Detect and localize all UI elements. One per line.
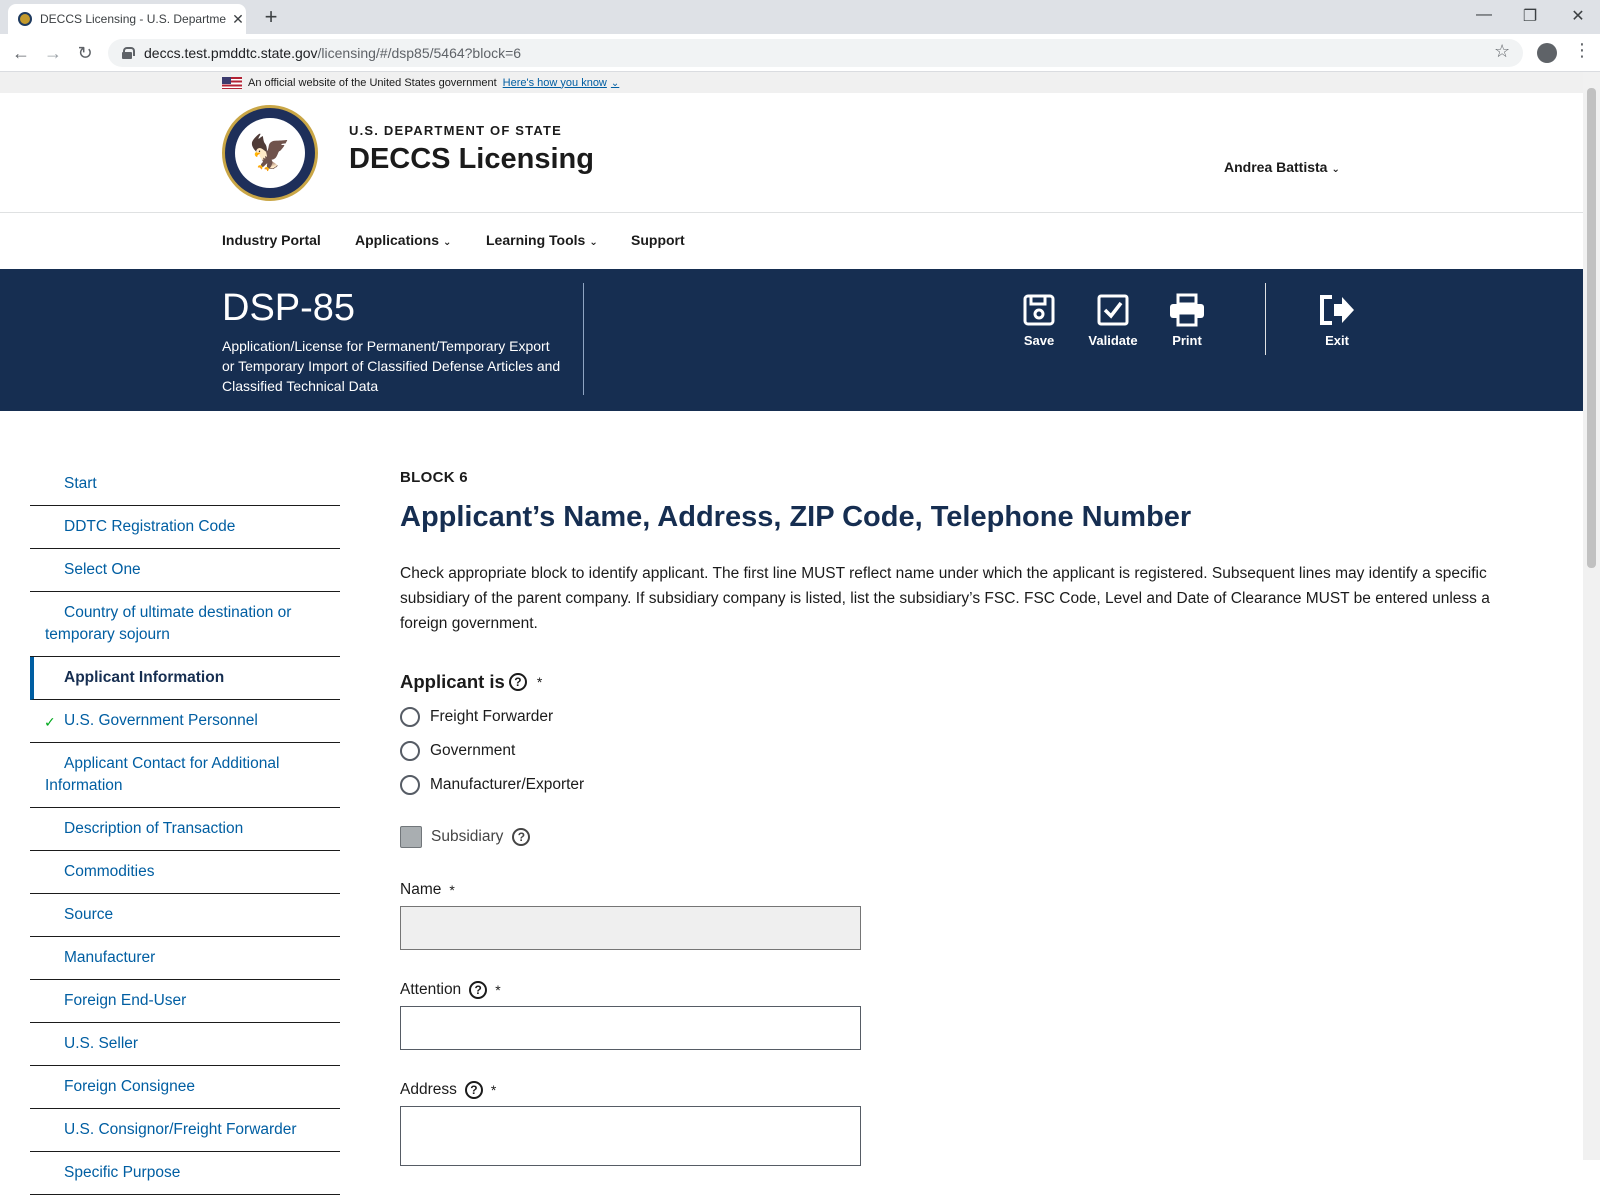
- save-button[interactable]: Save: [1004, 293, 1074, 348]
- sidenav-item-us-consignor-freight-forwarder[interactable]: U.S. Consignor/Freight Forwarder: [30, 1109, 340, 1152]
- block-label: BLOCK 6: [400, 469, 468, 486]
- required-asterisk: *: [495, 982, 501, 998]
- forward-icon[interactable]: →: [44, 43, 62, 63]
- sidenav-item-description-of-transaction[interactable]: Description of Transaction: [30, 808, 340, 851]
- nav-support[interactable]: Support: [631, 232, 685, 248]
- checkbox-check-icon: [1096, 293, 1130, 327]
- lock-icon: [122, 47, 132, 59]
- app-name[interactable]: DECCS Licensing: [349, 143, 594, 175]
- sidenav-item-commodities[interactable]: Commodities: [30, 851, 340, 894]
- exit-icon: [1318, 293, 1356, 327]
- attention-field[interactable]: [400, 1006, 861, 1050]
- reload-icon[interactable]: ↻: [77, 43, 93, 63]
- department-name: U.S. DEPARTMENT OF STATE: [349, 123, 562, 138]
- radio-label: Manufacturer/Exporter: [430, 776, 585, 793]
- profile-avatar-icon[interactable]: [1537, 43, 1557, 63]
- sidenav-item-applicant-contact[interactable]: Applicant Contact for Additional Information: [30, 743, 340, 808]
- user-name: Andrea Battista: [1224, 159, 1328, 175]
- restore-icon[interactable]: ❐: [1522, 8, 1538, 25]
- back-icon[interactable]: ←: [12, 43, 30, 63]
- url-path: /licensing/#/dsp85/5464?block=6: [317, 45, 522, 61]
- form-id: DSP-85: [222, 287, 356, 329]
- help-icon[interactable]: ?: [512, 828, 530, 846]
- sidenav-item-source[interactable]: Source: [30, 894, 340, 937]
- address-label: Address ? *: [400, 1081, 497, 1098]
- gov-banner: [0, 72, 1583, 93]
- save-icon: [1022, 293, 1056, 327]
- page-scrollbar[interactable]: [1583, 72, 1600, 1160]
- site-favicon-icon: [18, 12, 32, 26]
- browser-tab-bar: [0, 0, 1600, 34]
- printer-icon: [1168, 293, 1206, 327]
- main-nav: [0, 213, 1583, 269]
- subsidiary-label: Subsidiary: [431, 828, 504, 845]
- hero-actions-divider: [1265, 283, 1266, 355]
- attention-label: Attention ? *: [400, 981, 501, 998]
- url-host: deccs.test.pmddtc.state.gov: [144, 45, 318, 61]
- radio-button[interactable]: [400, 741, 420, 761]
- tab-title: DECCS Licensing - U.S. Departme: [40, 12, 227, 26]
- us-flag-icon: [222, 77, 242, 89]
- hero-divider: [583, 283, 584, 395]
- radio-government[interactable]: [400, 741, 1550, 761]
- name-field[interactable]: [400, 906, 861, 950]
- subsidiary-checkbox[interactable]: [400, 826, 422, 848]
- window-close-icon[interactable]: ✕: [1571, 8, 1585, 25]
- browser-tab[interactable]: [8, 4, 246, 34]
- form-main: [400, 469, 1550, 1166]
- radio-label: Government: [430, 742, 516, 759]
- user-menu[interactable]: [1224, 159, 1340, 175]
- radio-freight-forwarder[interactable]: [400, 707, 1550, 727]
- sidenav-item-us-government-personnel[interactable]: [30, 700, 340, 743]
- required-asterisk: *: [449, 882, 455, 898]
- form-description: Application/License for Permanent/Temporary Export or Temporary Import of Classified Defense Articles and Classified Technical Data: [222, 338, 561, 394]
- bookmark-star-icon[interactable]: ☆: [1494, 41, 1511, 61]
- checkmark-icon: ✓: [44, 714, 56, 730]
- sidenav-item-foreign-end-user[interactable]: Foreign End-User: [30, 980, 340, 1023]
- new-tab-icon[interactable]: +: [264, 4, 278, 29]
- help-icon[interactable]: ?: [469, 981, 487, 999]
- chevron-down-icon: ⌄: [443, 237, 452, 248]
- nav-learning-tools[interactable]: Learning Tools ⌄: [486, 232, 598, 248]
- sidenav-item-select-one[interactable]: Select One: [30, 549, 340, 592]
- scrollbar-thumb[interactable]: [1587, 88, 1596, 568]
- department-seal-icon[interactable]: 🦅: [222, 105, 318, 201]
- content-area: [0, 411, 1583, 1181]
- sidenav-item-country-destination[interactable]: Country of ultimate destination or temporary sojourn: [30, 592, 340, 657]
- sidenav-item-applicant-information[interactable]: Applicant Information: [30, 657, 340, 700]
- sidenav-item-us-seller[interactable]: U.S. Seller: [30, 1023, 340, 1066]
- form-hero: [0, 269, 1583, 411]
- help-icon[interactable]: ?: [465, 1081, 483, 1099]
- name-label: Name *: [400, 881, 455, 898]
- radio-label: Freight Forwarder: [430, 708, 554, 725]
- tab-close-icon[interactable]: ✕: [232, 10, 244, 27]
- validate-button[interactable]: Validate: [1078, 293, 1148, 348]
- required-asterisk: *: [536, 674, 543, 690]
- help-icon[interactable]: ?: [509, 673, 527, 691]
- nav-industry-portal[interactable]: Industry Portal: [222, 232, 321, 248]
- nav-applications[interactable]: Applications ⌄: [355, 232, 452, 248]
- browser-toolbar: [0, 34, 1600, 72]
- sidenav-item-label: U.S. Government Personnel: [64, 712, 258, 729]
- sidenav-item-ddtc-registration-code[interactable]: DDTC Registration Code: [30, 506, 340, 549]
- sidenav-item-foreign-consignee[interactable]: Foreign Consignee: [30, 1066, 340, 1109]
- applicant-is-label: Applicant is ? *: [400, 671, 543, 692]
- subsidiary-checkbox-row: [400, 826, 1550, 848]
- browser-menu-icon[interactable]: ⋮: [1573, 40, 1591, 60]
- required-asterisk: *: [490, 1082, 497, 1098]
- page-title: Applicant’s Name, Address, ZIP Code, Telephone Number: [400, 501, 1192, 533]
- sidenav-item-start[interactable]: Start: [30, 463, 340, 506]
- sidenav-item-specific-purpose[interactable]: Specific Purpose: [30, 1152, 340, 1195]
- address-field[interactable]: [400, 1106, 861, 1166]
- site-header: [0, 93, 1583, 213]
- exit-button[interactable]: Exit: [1302, 293, 1372, 348]
- minimize-icon[interactable]: —: [1476, 6, 1492, 23]
- block-sidenav: [30, 463, 340, 1195]
- address-bar[interactable]: [108, 39, 1523, 67]
- print-button[interactable]: Print: [1152, 293, 1222, 348]
- chevron-down-icon: ⌄: [1331, 164, 1340, 175]
- block-instructions: Check appropriate block to identify applicant. The first line MUST reflect name under which the applicant is registered. Subsequent lines may identify a specific subsidiary of the parent company. If subsidiary company is listed, list the subsidiary’s FSC. FSC Code, Level and Date of Clearance MUST be entered unless a foreign government.: [400, 565, 1490, 632]
- gov-banner-link[interactable]: Here's how you know ⌄: [502, 76, 620, 89]
- chevron-down-icon: ⌄: [589, 237, 598, 248]
- sidenav-item-manufacturer[interactable]: Manufacturer: [30, 937, 340, 980]
- radio-button[interactable]: [400, 775, 420, 795]
- radio-button[interactable]: [400, 707, 420, 727]
- radio-manufacturer-exporter[interactable]: [400, 775, 1550, 795]
- page-viewport: [0, 72, 1583, 1181]
- gov-banner-text: An official website of the United States government: [248, 76, 497, 89]
